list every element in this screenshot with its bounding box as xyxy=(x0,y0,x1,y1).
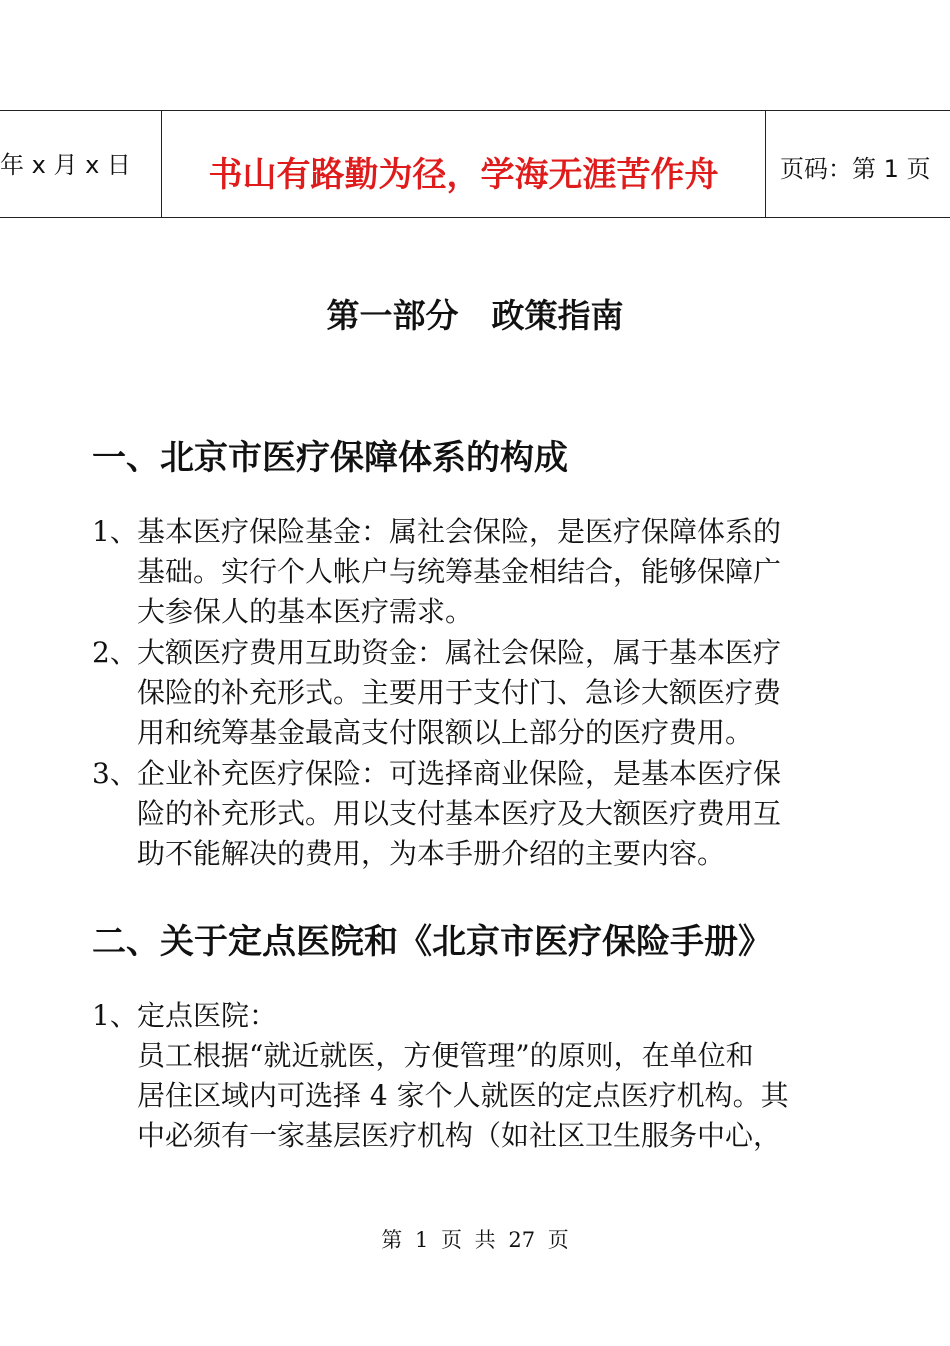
list-item-line: 基础。实行个人帐户与统筹基金相结合，能够保障广 xyxy=(137,555,782,588)
header-motto: 书山有路勤为径，学海无涯苦作舟 xyxy=(208,155,719,195)
header-date-cell xyxy=(0,111,162,217)
section-heading-1: 一、北京市医疗保障体系的构成 xyxy=(92,438,568,478)
list-item-3 xyxy=(92,754,872,874)
list-item-line: 险的补充形式。用以支付基本医疗及大额医疗费用互 xyxy=(137,797,782,830)
list-item-2 xyxy=(92,633,872,753)
paragraph-line: 中必须有一家基层医疗机构（如社区卫生服务中心， xyxy=(137,1119,782,1152)
part-title: 第一部分 政策指南 xyxy=(326,296,624,335)
header-page-code: 页码：第 1 页 xyxy=(780,155,931,183)
list-item-line: 保险的补充形式。主要用于支付门、急诊大额医疗费 xyxy=(137,676,782,709)
header-motto-cell xyxy=(162,111,766,217)
list-item-body xyxy=(137,996,859,1036)
list-item-number: 1、 xyxy=(92,515,138,548)
page-footer: 第 1 页 共 27 页 xyxy=(381,1228,569,1252)
list-item-1 xyxy=(92,512,872,632)
header-page-cell xyxy=(766,111,950,217)
section-heading-2: 二、关于定点医院和《北京市医疗保险手册》 xyxy=(92,922,772,962)
list-item-title: 定点医院： xyxy=(137,999,278,1032)
paragraph-line: 员工根据“就近就医，方便管理”的原则，在单位和 xyxy=(137,1039,754,1072)
list-item-designated-hospital xyxy=(92,996,872,1036)
list-item-body xyxy=(137,633,859,753)
list-item-body xyxy=(137,512,859,632)
list-item-line: 基本医疗保险基金：属社会保险，是医疗保障体系的 xyxy=(137,515,782,548)
list-item-line: 企业补充医疗保险：可选择商业保险，是基本医疗保 xyxy=(137,757,782,790)
paragraph-line: 居住区域内可选择 4 家个人就医的定点医疗机构。其 xyxy=(137,1079,789,1112)
list-item-line: 助不能解决的费用，为本手册介绍的主要内容。 xyxy=(137,837,726,870)
list-item-body xyxy=(137,754,859,874)
list-item-number: 3、 xyxy=(92,757,138,790)
list-item-line: 大额医疗费用互助资金：属社会保险，属于基本医疗 xyxy=(137,636,782,669)
list-item-line: 大参保人的基本医疗需求。 xyxy=(137,595,474,628)
header-table xyxy=(0,110,950,218)
header-date: 年 x 月 x 日 xyxy=(0,151,131,179)
list-item-number: 2、 xyxy=(92,636,138,669)
list-item-number: 1、 xyxy=(92,999,138,1032)
list-item-line: 用和统筹基金最高支付限额以上部分的医疗费用。 xyxy=(137,716,754,749)
designated-hospital-paragraph xyxy=(137,1036,859,1156)
